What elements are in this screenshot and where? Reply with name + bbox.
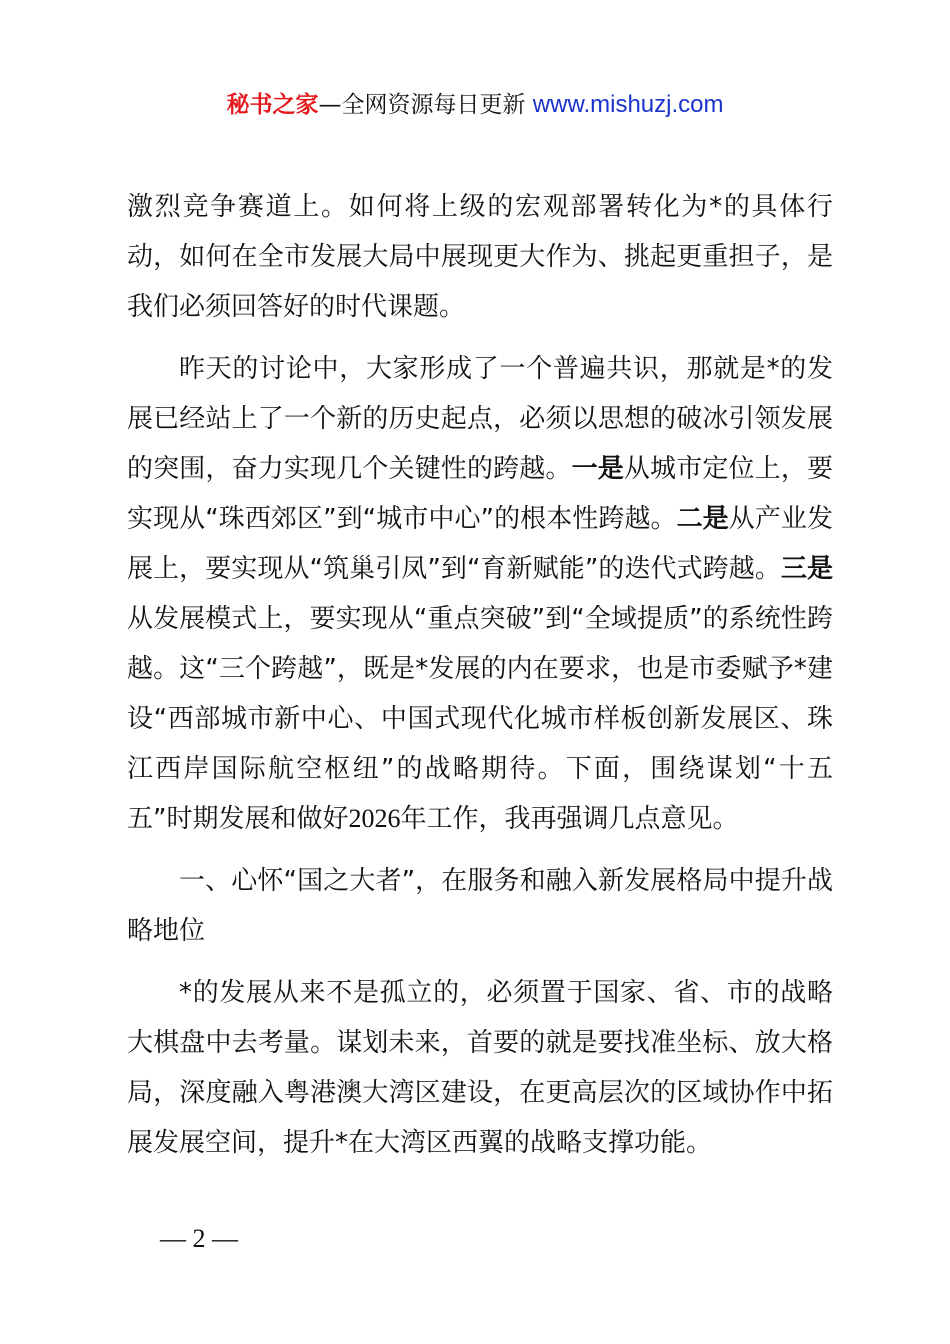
- paragraph-2: [127, 344, 833, 844]
- page-number: — 2 —: [160, 1224, 238, 1253]
- paragraph-2-end: 年工作，我再强调几点意见。: [400, 804, 739, 834]
- paragraph-2-intro: 昨天的讨论中，大家形成了一个普遍共识，那就是*的发展已经站上了一个新的历史起点，必须以思想的破冰引领发展的突围，奋力实现几个关键性的跨越。: [127, 354, 833, 484]
- point-two-label: 二是: [676, 504, 729, 534]
- point-two-text: 从产业发展上，要实现从“筑巢引凤”到“育新赋能”的迭代式跨越。: [127, 504, 833, 584]
- point-three-text: 从发展模式上，要实现从“重点突破”到“全域提质”的系统性跨越。这“三个跨越”，既是*发展的内在要求，也是市委赋予*建设“西部城市新中心、中国式现代化城市样板创新发展区、珠江西岸国际航空枢纽”的战略期待。下面，围绕谋划“十五五”时期发展和做好: [127, 604, 833, 834]
- year-number: 2026: [348, 804, 401, 833]
- point-one-label: 一是: [571, 454, 624, 484]
- document-body: [127, 182, 833, 1168]
- point-three-label: 三是: [780, 554, 833, 584]
- paragraph-1: 激烈竞争赛道上。如何将上级的宏观部署转化为*的具体行动，如何在全市发展大局中展现更大作为、挑起更重担子，是我们必须回答好的时代课题。: [127, 192, 833, 322]
- site-header: [0, 88, 950, 122]
- site-tagline: —全网资源每日更新: [318, 92, 526, 118]
- paragraph-3: *的发展从来不是孤立的，必须置于国家、省、市的战略大棋盘中去考量。谋划未来，首要的就是要找准坐标、放大格局，深度融入粤港澳大湾区建设，在更高层次的区域协作中拓展发展空间，提升*在大湾区西翼的战略支撑功能。: [127, 978, 833, 1158]
- site-brand: 秘书之家: [226, 92, 319, 118]
- point-one-text: 从城市定位上，要实现从“珠西郊区”到“城市中心”的根本性跨越。: [127, 454, 833, 534]
- section-heading-1: 一、心怀“国之大者”，在服务和融入新发展格局中提升战略地位: [127, 866, 833, 946]
- site-url-link[interactable]: www.mishuzj.com: [532, 91, 724, 118]
